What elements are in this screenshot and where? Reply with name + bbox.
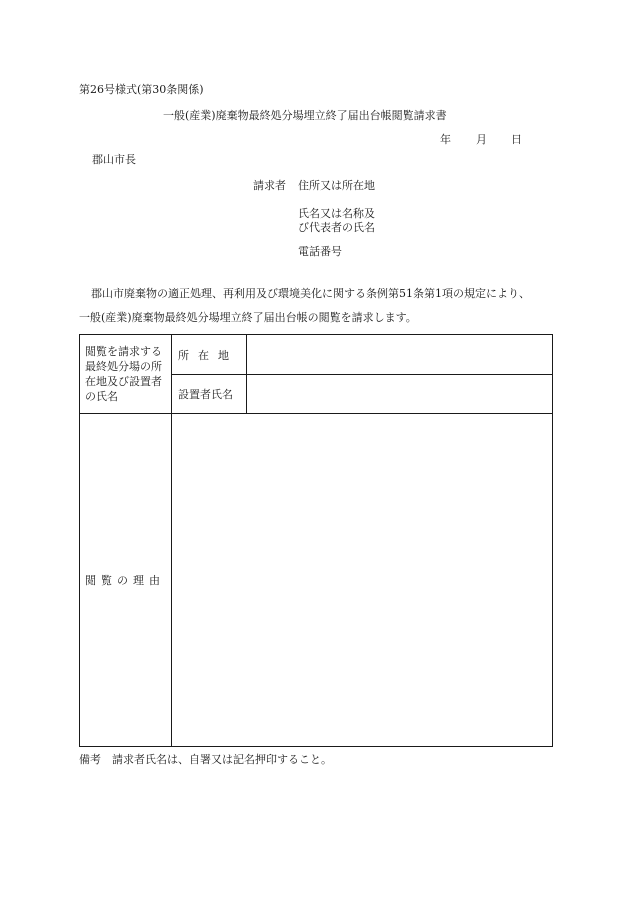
request-statement-line2: 一般(産業)廃棄物最終処分場埋立終了届出台帳の閲覧を請求します。 <box>79 311 417 324</box>
location-label: 所在地 <box>178 349 238 362</box>
remarks-note: 備考 請求者氏名は、自署又は記名押印すること。 <box>79 753 332 766</box>
table-divider-vertical-left <box>171 335 172 746</box>
requester-label: 請求者 <box>253 179 286 192</box>
form-number: 第26号様式(第30条関係) <box>79 83 204 96</box>
requester-name-label-line2: び代表者の氏名 <box>298 221 375 234</box>
requester-name-label-line1: 氏名又は名称及 <box>298 207 375 220</box>
table-divider-horizontal-mid <box>171 374 552 375</box>
addressee: 郡山市長 <box>92 153 136 166</box>
site-info-label: 閲覧を請求する最終処分場の所在地及び設置者の氏名 <box>85 345 162 403</box>
date-month-label: 月 <box>476 133 487 146</box>
date-year-label: 年 <box>440 133 451 146</box>
date-day-label: 日 <box>511 133 522 146</box>
table-divider-horizontal-bottom <box>80 413 552 414</box>
requester-address-label: 住所又は所在地 <box>298 179 375 192</box>
document-title: 一般(産業)廃棄物最終処分場埋立終了届出台帳閲覧請求書 <box>163 109 447 122</box>
installer-name-label: 設置者氏名 <box>178 388 233 401</box>
request-form-table <box>79 334 553 747</box>
reason-label: 閲覧の理由 <box>85 574 165 587</box>
requester-phone-label: 電話番号 <box>298 245 342 258</box>
request-statement-line1: 郡山市廃棄物の適正処理、再利用及び環境美化に関する条例第51条第1項の規定により、 <box>91 287 530 300</box>
